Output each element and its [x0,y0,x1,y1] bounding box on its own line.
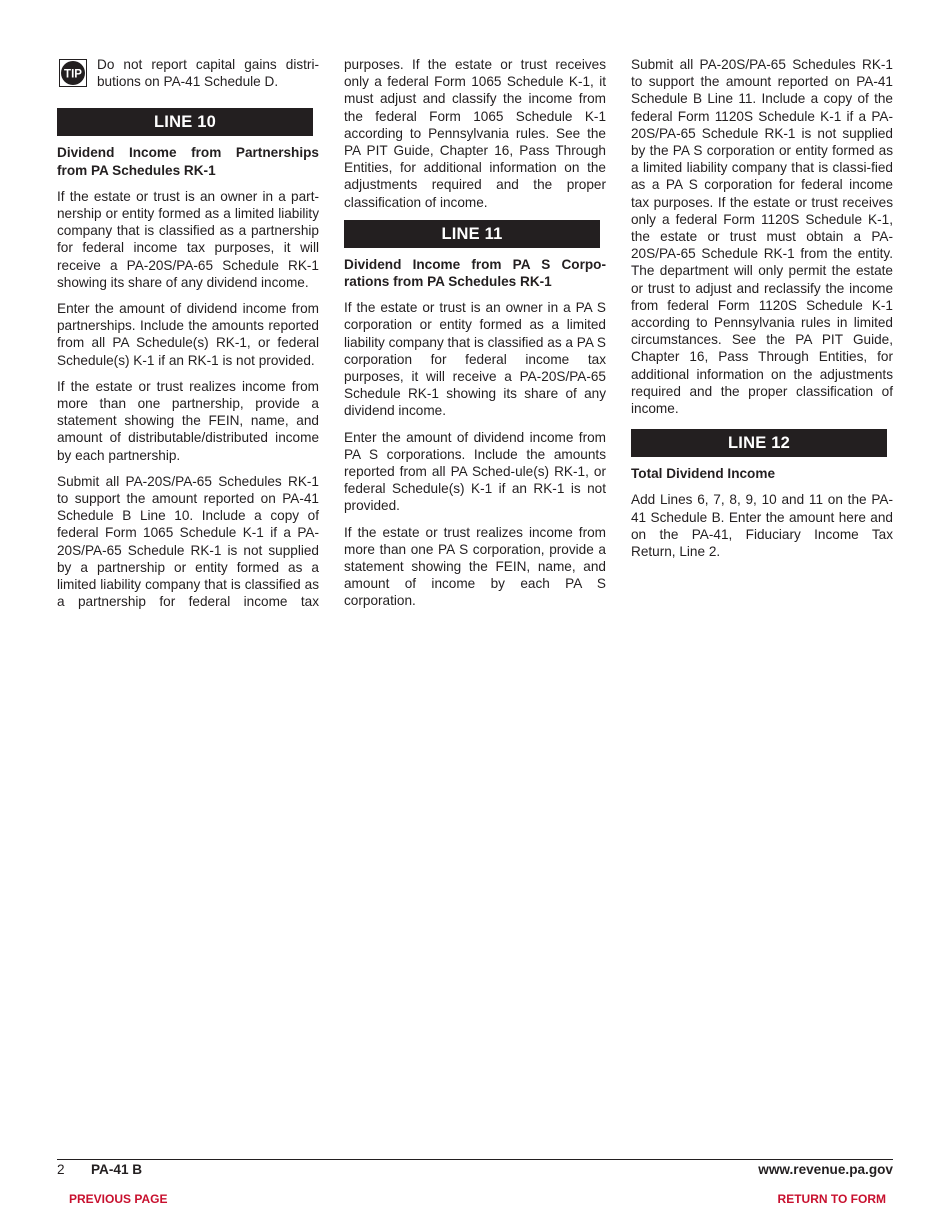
line-10-subhead: Dividend Income from Partnerships from PA Schedules RK-1 [57,145,319,178]
return-to-form-link[interactable]: RETURN TO FORM [777,1192,886,1206]
tip-icon [59,59,87,87]
line-12-subhead: Total Dividend Income [631,466,776,482]
line-10-paragraph-2: Enter the amount of dividend income from partnerships. Include the amounts reported from all PA Schedule(s) RK-1, or federal Schedule(s) K-1 if an RK-1 is not provided. [57,301,319,368]
line-11-paragraph-1: If the estate or trust is an owner in a PA S corporation or entity formed as a limited liability company that is classified as a PA S corporation for federal income tax purposes, it will receive a PA-20S/PA-65 Schedule RK-1 showing its share of any dividend income. [344,300,606,419]
line-11-paragraph-3: If the estate or trust realizes income from more than one PA S corporation, provide a statement showing the FEIN, name, and amount of income by each PA S corporation. [344,524,606,609]
line-10-paragraph-1: If the estate or trust is an owner in a part-nership or entity formed as a limited liability company that is classified as a partnership for federal income tax purposes, it will receive a PA-20S/PA-65 Schedule RK-1 showing its share of any dividend income. [57,188,319,290]
column-2 [344,56,606,619]
line-11-paragraph-2: Enter the amount of dividend income from PA S corporations. Include the amounts reported from all PA Sched-ule(s) RK-1, or federal Schedule(s) K-1 if an RK-1 is not provided. [344,429,606,514]
line-12-header: LINE 12 [631,429,887,457]
tip-box [57,56,319,99]
footer-divider [57,1159,893,1160]
column-1 [57,56,319,610]
line-10-paragraph-3: If the estate or trust realizes income from more than one partnership, provide a statement showing the FEIN, name, and amount of distributable/distributed income by each partnership. [57,378,319,463]
line-11-header: LINE 11 [344,220,600,248]
line-10-paragraph-4-continued: purposes. If the estate or trust receives only a federal Form 1065 Schedule K-1, it must adjust and classify the income from the federal Form 1065 Schedule K-1 according to Pennsylvania rules. See the PA PIT Guide, Chapter 16, Pass Through Entities, for additional information on the adjustments required and the proper classification of income. [344,57,606,210]
form-name: PA-41 B [91,1162,143,1177]
column-3 [631,56,893,569]
tip-icon-label: TIP [64,68,82,81]
line-10-paragraph-4: Submit all PA-20S/PA-65 Schedules RK-1 to support the amount reported on PA-41 Schedule B Line 10. Include a copy of federal Form 1065 Schedule K-1 if a PA-20S/PA-65 Schedule RK-1 is not supplied by a partnership or entity formed as a limited liability company that is classified as a partnership for federal income tax [57,473,319,610]
line-11-subhead: Dividend Income from PA S Corpo-rations from PA Schedules RK-1 [344,256,606,290]
website-link[interactable]: www.revenue.pa.gov [758,1162,893,1177]
page-number: 2 [57,1162,65,1177]
line-12-paragraph-1: Add Lines 6, 7, 8, 9, 10 and 11 on the PA-41 Schedule B. Enter the amount here and on the PA-41, Fiduciary Income Tax Return, Line 2. [631,492,893,560]
line-11-paragraph-4: Submit all PA-20S/PA-65 Schedules RK-1 to support the amount reported on PA-41 Schedule B Line 11. Include a copy of the federal Form 1120S Schedule K-1 if a PA-20S/PA-65 Schedule RK-1 is not supplied by the PA S corporation or entity formed as a limited liability company that is classi-fied as a PA S corporation for federal income tax purposes. If the estate or trust receives only a federal Form 1120S Schedule K-1, the estate or trust must obtain a PA-20S/PA-65 Schedule RK-1 from the entity. The department will only permit the estate or trust to adjust and reclassify the income from federal Form 1120S Schedule K-1 according to Pennsylvania rules in limited circumstances. See the PA PIT Guide, Chapter 16, Pass Through Entities, for additional information on the adjustments required and the proper classification of income. [631,57,893,417]
tip-text: Do not report capital gains distri-butions on PA-41 Schedule D. [97,57,319,90]
line-10-header: LINE 10 [57,108,313,136]
previous-page-link[interactable]: PREVIOUS PAGE [69,1192,168,1206]
